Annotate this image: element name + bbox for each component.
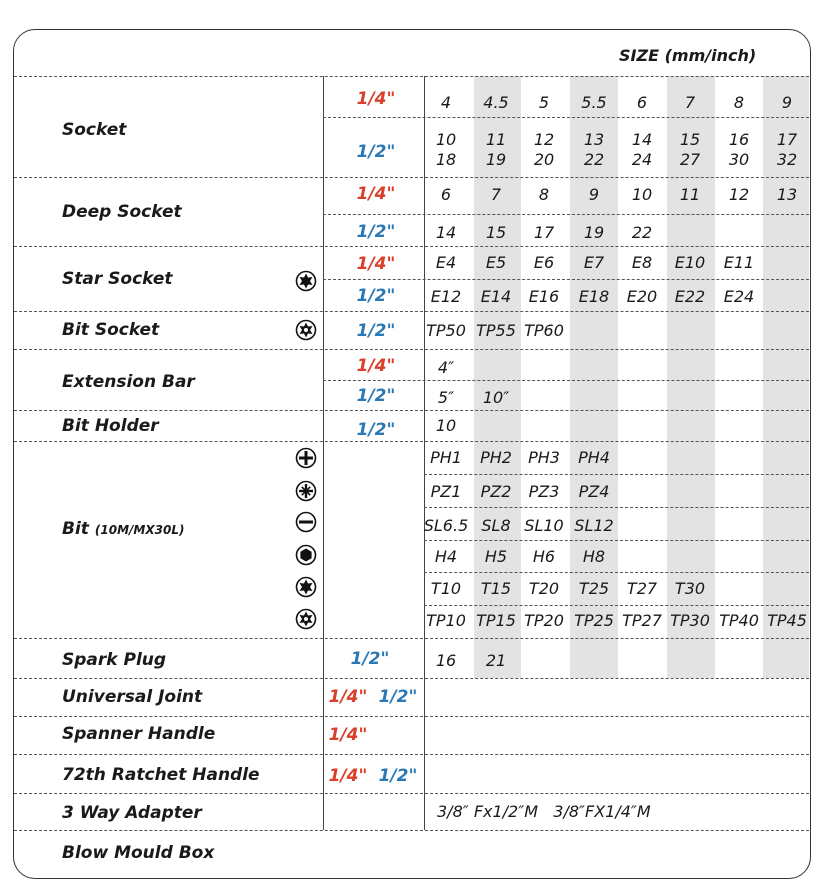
size-cell: T20 [528,579,560,598]
size-cell: H6 [532,547,556,566]
size-cell: E7 [583,253,605,272]
row-label-blow-mould-box: Blow Mould Box [62,843,215,863]
size-cell: T30 [674,579,706,598]
row-label-spark-plug: Spark Plug [62,650,167,670]
size-cell: 6 [636,93,648,112]
size-cell: E11 [723,253,755,272]
torx-star-icon [295,270,317,292]
size-line: 27 [679,150,701,169]
size-cell: E16 [528,287,560,306]
drive-size-half: 1/2" [356,286,396,306]
size-cell: E12 [430,287,462,306]
size-cell: E14 [480,287,512,306]
size-cell: H8 [582,547,606,566]
drive-size-half: 1/2" [350,649,390,669]
size-line: 16 [728,130,750,149]
size-cell: PZ1 [430,482,462,501]
subrow-divider [424,572,809,573]
size-line: 32 [776,150,798,169]
size-line: 30 [728,150,750,169]
row-divider [14,177,809,178]
subrow-divider [424,507,809,508]
drive-size-quarter: 1/4" [356,184,396,204]
size-line: 14 [631,130,653,149]
size-cell: H5 [484,547,508,566]
row-label-universal-joint: Universal Joint [62,687,203,707]
size-cell: E22 [674,287,706,306]
size-cell: 12 [728,185,750,204]
size-cell: 4 [440,93,452,112]
size-cell: 17 [533,223,555,242]
subrow-divider [323,117,809,118]
size-cell: TP25 [574,611,614,630]
subrow-divider [424,540,809,541]
row-divider [14,830,809,831]
size-cell: PZ2 [480,482,512,501]
size-cell: 8 [538,185,550,204]
size-cell: TP27 [622,611,662,630]
size-cell: PZ4 [578,482,610,501]
size-cell: E8 [631,253,653,272]
row-divider [14,441,809,442]
size-cell: 5.5 [581,93,607,112]
size-line: 10 [435,130,457,149]
size-cell: TP30 [670,611,710,630]
subrow-divider [323,380,809,381]
size-line: 22 [583,150,605,169]
size-cell: E6 [533,253,555,272]
size-cell: SL6.5 [423,516,469,535]
size-cell: TP60 [524,321,564,340]
size-line: 13 [583,130,605,149]
size-cell: PH3 [528,448,560,467]
subrow-divider [323,279,809,280]
size-cell [421,130,471,170]
size-line: 15 [679,130,701,149]
drive-size-quarter: 1/4" [328,725,368,745]
size-cell [471,130,521,170]
row-divider [14,793,809,794]
drive-size-half: 1/2" [356,222,396,242]
bit-sublabel: (10M/MX30L) [94,523,185,537]
size-cell: SL10 [524,516,564,535]
row-divider [14,716,809,717]
size-cell: E5 [485,253,507,272]
size-cell: 14 [435,223,457,242]
size-cell: PH1 [430,448,462,467]
row-divider [14,754,809,755]
size-cell: TP10 [426,611,466,630]
size-cell [519,130,569,170]
size-cell: 9 [588,185,600,204]
row-divider [14,311,809,312]
size-cell: TP15 [476,611,516,630]
size-cell: E20 [626,287,658,306]
size-cell [665,130,715,170]
drive-size-quarter: 1/4" [328,766,368,786]
size-cell: 6 [440,185,452,204]
size-cell: 4.5 [483,93,509,112]
size-cell: 22 [631,223,653,242]
torx-icon [295,576,317,598]
row-label-extension-bar: Extension Bar [62,372,195,392]
size-cell: 5″ [437,388,455,407]
row-label-3-way-adapter: 3 Way Adapter [62,803,202,823]
row-divider [14,678,809,679]
bit-label-text: Bit [62,519,89,539]
size-line: 24 [631,150,653,169]
size-cell: 10 [435,416,457,435]
size-cell: 10″ [482,388,510,407]
size-cell: TP20 [524,611,564,630]
row-label-bit-socket: Bit Socket [62,320,160,340]
size-cell: TP50 [426,321,466,340]
size-line: 17 [776,130,798,149]
size-cell: E24 [723,287,755,306]
size-line: 20 [533,150,555,169]
row-label-star-socket: Star Socket [62,269,173,289]
size-cell: T27 [626,579,658,598]
drive-size-quarter: 1/4" [356,356,396,376]
size-cell: 21 [485,651,507,670]
hex-icon [295,544,317,566]
pozidriv-icon [295,480,317,502]
size-line: 11 [485,130,507,149]
torx-plus-icon [295,608,317,630]
size-cell: T25 [578,579,610,598]
size-cell: PH4 [578,448,610,467]
row-label-bit-holder: Bit Holder [62,416,159,436]
subrow-divider [323,214,809,215]
phillips-icon [295,447,317,469]
size-line: 18 [435,150,457,169]
size-cell: SL8 [481,516,511,535]
size-cell: 7 [490,185,502,204]
size-cell: 5 [538,93,550,112]
size-cell: 13 [776,185,798,204]
size-cell [762,130,812,170]
size-cell: PZ3 [528,482,560,501]
drive-size-half: 1/2" [356,321,396,341]
size-cell: 4″ [437,358,455,377]
subrow-divider [424,474,809,475]
size-cell: TP45 [767,611,807,630]
size-cell [714,130,764,170]
size-cell: PH2 [480,448,512,467]
size-cell: 19 [583,223,605,242]
row-divider [14,349,809,350]
size-cell: E4 [435,253,457,272]
row-divider [14,410,809,411]
size-cell [569,130,619,170]
drive-size-half: 1/2" [356,420,396,440]
size-cell [617,130,667,170]
drive-size-half: 1/2" [356,386,396,406]
torx-plus-icon [295,319,317,341]
size-cell: 7 [684,93,696,112]
drive-size-half: 1/2" [378,687,418,707]
row-label-deep-socket: Deep Socket [62,202,182,222]
size-cell: H4 [434,547,458,566]
slotted-icon [295,511,317,533]
size-header: SIZE (mm/inch) [619,46,757,65]
size-cell: 8 [733,93,745,112]
drive-size-half: 1/2" [378,766,418,786]
size-cell: TP55 [476,321,516,340]
row-label-socket: Socket [62,120,127,140]
row-label-ratchet-handle: 72th Ratchet Handle [62,765,260,785]
size-line: 12 [533,130,555,149]
size-cell: 11 [679,185,701,204]
row-divider [14,638,809,639]
drive-size-quarter: 1/4" [328,687,368,707]
adapter-sizes: 3/8″ Fx1/2″M 3/8″FX1/4″M [437,802,651,821]
size-cell: E10 [674,253,706,272]
drive-size-half: 1/2" [356,142,396,162]
size-cell: 9 [781,93,793,112]
size-cell: 10 [631,185,653,204]
size-cell: 16 [435,651,457,670]
size-line: 19 [485,150,507,169]
size-cell: T15 [480,579,512,598]
subrow-divider [424,605,809,606]
drive-size-quarter: 1/4" [356,89,396,109]
row-label-bit [62,519,184,540]
size-cell: E18 [578,287,610,306]
row-label-spanner-handle: Spanner Handle [62,724,216,744]
size-cell: 15 [485,223,507,242]
size-cell: SL12 [574,516,614,535]
size-cell: TP40 [719,611,759,630]
drive-size-quarter: 1/4" [356,254,396,274]
row-divider [14,76,809,77]
row-divider [14,246,809,247]
size-cell: T10 [430,579,462,598]
